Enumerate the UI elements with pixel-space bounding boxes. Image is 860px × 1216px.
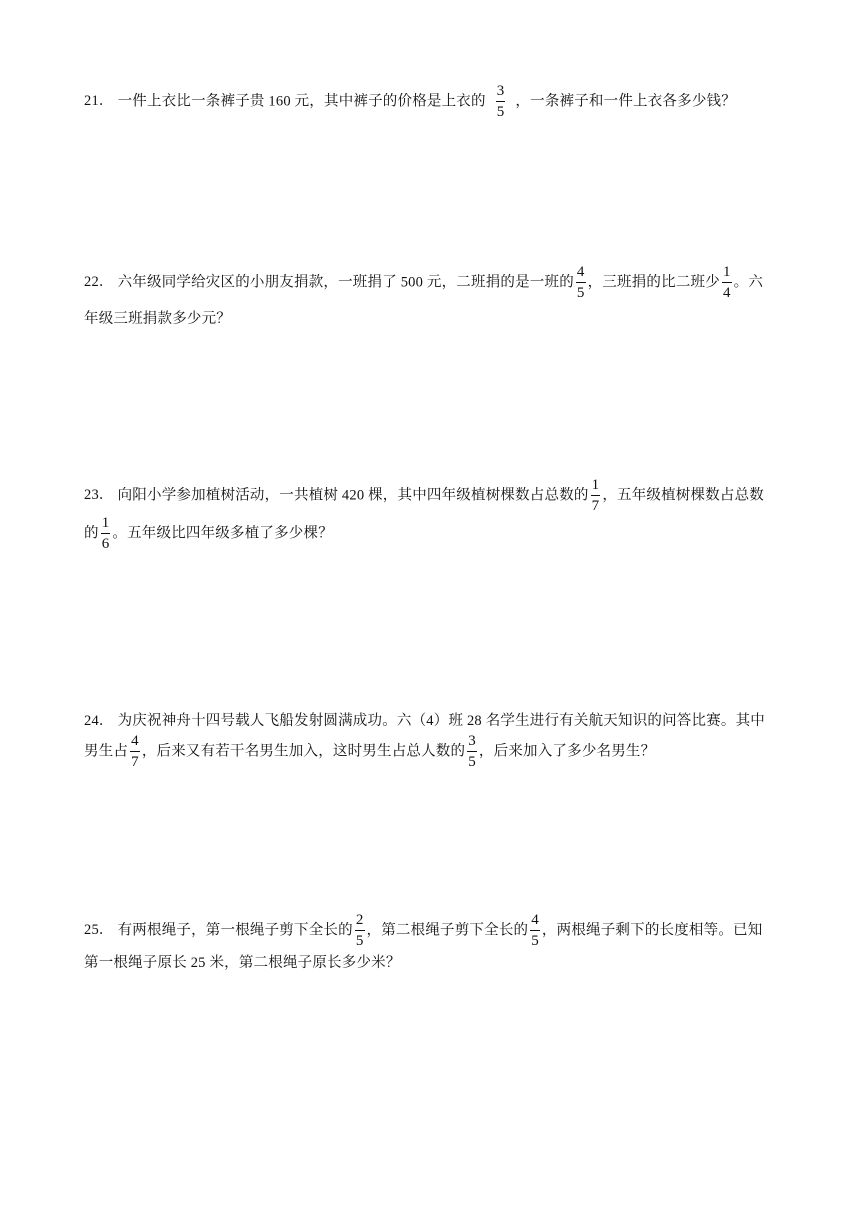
- question-text: ，后来加入了多少名男生？: [478, 743, 656, 760]
- question-21-line-1: [84, 84, 810, 120]
- fraction: [101, 516, 111, 552]
- fraction-denominator: 5: [531, 933, 539, 949]
- fraction: [530, 913, 540, 949]
- question-25-line-1: [84, 913, 810, 949]
- question-number: 24．: [84, 713, 114, 729]
- fraction-numerator: 3: [467, 734, 477, 752]
- question-number: 25．: [84, 922, 114, 939]
- fraction-denominator: 5: [468, 754, 476, 770]
- question-24-line-1: [84, 709, 810, 730]
- fraction: [576, 265, 586, 301]
- fraction-numerator: 4: [130, 734, 140, 752]
- fraction-denominator: 7: [131, 754, 139, 770]
- question-text: 有两根绳子，第一根绳子剪下全长的: [117, 922, 353, 939]
- fraction-numerator: 3: [496, 84, 506, 102]
- question-22: [84, 265, 810, 328]
- question-text: ，后来又有若干名男生加入，这时男生占总人数的: [141, 743, 466, 760]
- question-text: 六年级同学给灾区的小朋友捐款，一班捐了 500 元，二班捐的是一班的: [117, 274, 574, 291]
- question-text: 。六: [733, 274, 764, 291]
- question-25: [84, 913, 810, 972]
- question-number: 23．: [84, 487, 114, 504]
- question-text: 第一根绳子原长 25 米，第二根绳子原长多少米？: [84, 955, 401, 971]
- fraction-denominator: 5: [576, 285, 585, 301]
- question-text: 男生占: [84, 743, 129, 760]
- question-23: [84, 478, 810, 552]
- fraction: [496, 84, 506, 120]
- fraction: [355, 913, 365, 949]
- fraction-numerator: 1: [101, 516, 111, 534]
- fraction-denominator: 4: [722, 285, 731, 301]
- question-text: ，两根绳子剩下的长度相等。已知: [541, 922, 763, 939]
- question-text: 向阳小学参加植树活动，一共植树 420 棵，其中四年级植树棵数占总数的: [117, 487, 589, 504]
- question-23-line-2: [84, 516, 810, 552]
- question-text: 的: [84, 525, 99, 542]
- question-text: 一件上衣比一条裤子贵 160 元，其中裤子的价格是上衣的: [117, 93, 486, 110]
- question-text: ，一条裤子和一件上衣各多少钱？: [515, 93, 736, 110]
- question-text: 。五年级比四年级多植了多少棵？: [112, 525, 333, 542]
- question-23-line-1: [84, 478, 810, 514]
- fraction-numerator: 4: [576, 265, 586, 283]
- fraction-denominator: 6: [101, 536, 110, 552]
- fraction: [591, 478, 601, 514]
- fraction-denominator: 5: [355, 933, 364, 949]
- fraction-numerator: 2: [355, 913, 365, 931]
- question-number: 22．: [84, 274, 114, 291]
- question-24: [84, 709, 810, 770]
- question-text: ，五年级植树棵数占总数: [602, 487, 765, 504]
- question-text: 为庆祝神舟十四号载人飞船发射圆满成功。六（4）班 28 名学生进行有关航天知识的问答比赛。其中: [117, 713, 766, 729]
- question-text: ，第二根绳子剪下全长的: [366, 922, 529, 939]
- fraction-denominator: 7: [591, 498, 600, 514]
- question-21: [84, 84, 810, 120]
- fraction: [722, 265, 732, 301]
- fraction-numerator: 4: [530, 913, 540, 931]
- question-text: ，三班捐的比二班少: [587, 274, 720, 291]
- fraction: [467, 734, 477, 770]
- question-22-line-1: [84, 265, 810, 301]
- fraction: [130, 734, 140, 770]
- question-24-line-2: [84, 734, 810, 770]
- question-number: 21．: [84, 93, 114, 110]
- fraction-numerator: 1: [591, 478, 601, 496]
- question-25-line-2: [84, 951, 810, 972]
- question-22-line-2: [84, 307, 810, 328]
- fraction-numerator: 1: [722, 265, 732, 283]
- question-text: 年级三班捐款多少元？: [84, 311, 231, 327]
- fraction-denominator: 5: [496, 104, 505, 120]
